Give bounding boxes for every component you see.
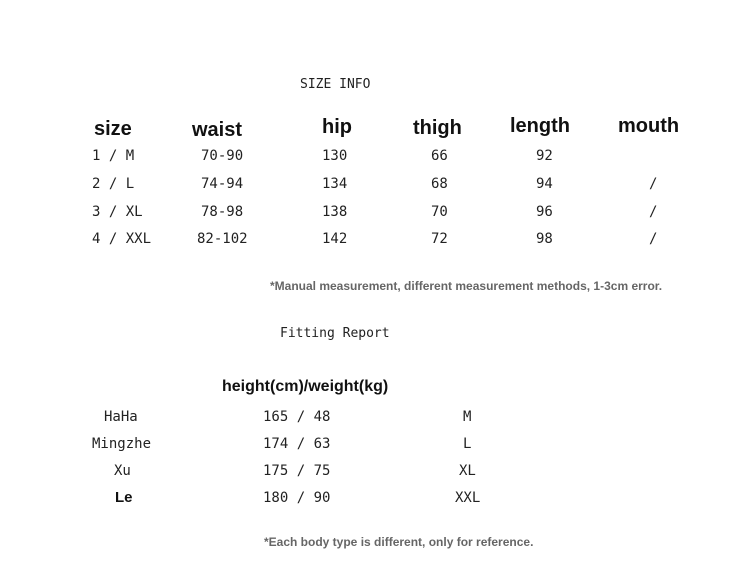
fitting-size: XL	[459, 463, 476, 479]
size-info-note: *Manual measurement, different measurement methods, 1-3cm error.	[270, 279, 663, 293]
size-info-title: SIZE INFO	[300, 77, 371, 92]
cell-length: 92	[536, 148, 553, 164]
cell-thigh: 72	[431, 231, 448, 247]
cell-length: 98	[536, 231, 553, 247]
cell-length: 94	[536, 176, 553, 192]
cell-waist: 74-94	[201, 176, 244, 192]
fitting-report-title: Fitting Report	[280, 326, 390, 341]
cell-mouth: /	[649, 176, 658, 192]
header-waist: waist	[192, 119, 243, 141]
cell-mouth: /	[649, 204, 658, 220]
cell-hip: 134	[322, 176, 348, 192]
fitting-name: HaHa	[104, 409, 138, 425]
fitting-size: XXL	[455, 490, 481, 506]
fitting-measure: 175 / 75	[263, 463, 331, 479]
header-length: length	[510, 115, 570, 137]
cell-hip: 138	[322, 204, 348, 220]
cell-length: 96	[536, 204, 553, 220]
cell-size: 1 / M	[92, 148, 135, 164]
fitting-name: Xu	[114, 463, 131, 479]
cell-size: 2 / L	[92, 176, 135, 192]
header-size: size	[94, 118, 132, 140]
cell-waist: 78-98	[201, 204, 244, 220]
header-thigh: thigh	[413, 117, 462, 139]
cell-waist: 82-102	[197, 231, 248, 247]
cell-mouth: /	[649, 231, 658, 247]
fitting-name: Le	[115, 489, 133, 506]
cell-size: 3 / XL	[92, 204, 143, 220]
fitting-size: L	[463, 436, 472, 452]
header-hip: hip	[322, 116, 352, 138]
fitting-report-note: *Each body type is different, only for reference.	[264, 535, 534, 549]
fitting-report-header: height(cm)/weight(kg)	[222, 378, 389, 395]
cell-hip: 142	[322, 231, 348, 247]
cell-waist: 70-90	[201, 148, 244, 164]
cell-size: 4 / XXL	[92, 231, 152, 247]
fitting-name: Mingzhe	[92, 436, 152, 452]
fitting-measure: 174 / 63	[263, 436, 331, 452]
fitting-measure: 180 / 90	[263, 490, 331, 506]
cell-thigh: 70	[431, 204, 448, 220]
cell-thigh: 68	[431, 176, 448, 192]
fitting-measure: 165 / 48	[263, 409, 331, 425]
fitting-size: M	[463, 409, 472, 425]
cell-hip: 130	[322, 148, 348, 164]
cell-thigh: 66	[431, 148, 448, 164]
header-mouth: mouth	[618, 115, 680, 137]
